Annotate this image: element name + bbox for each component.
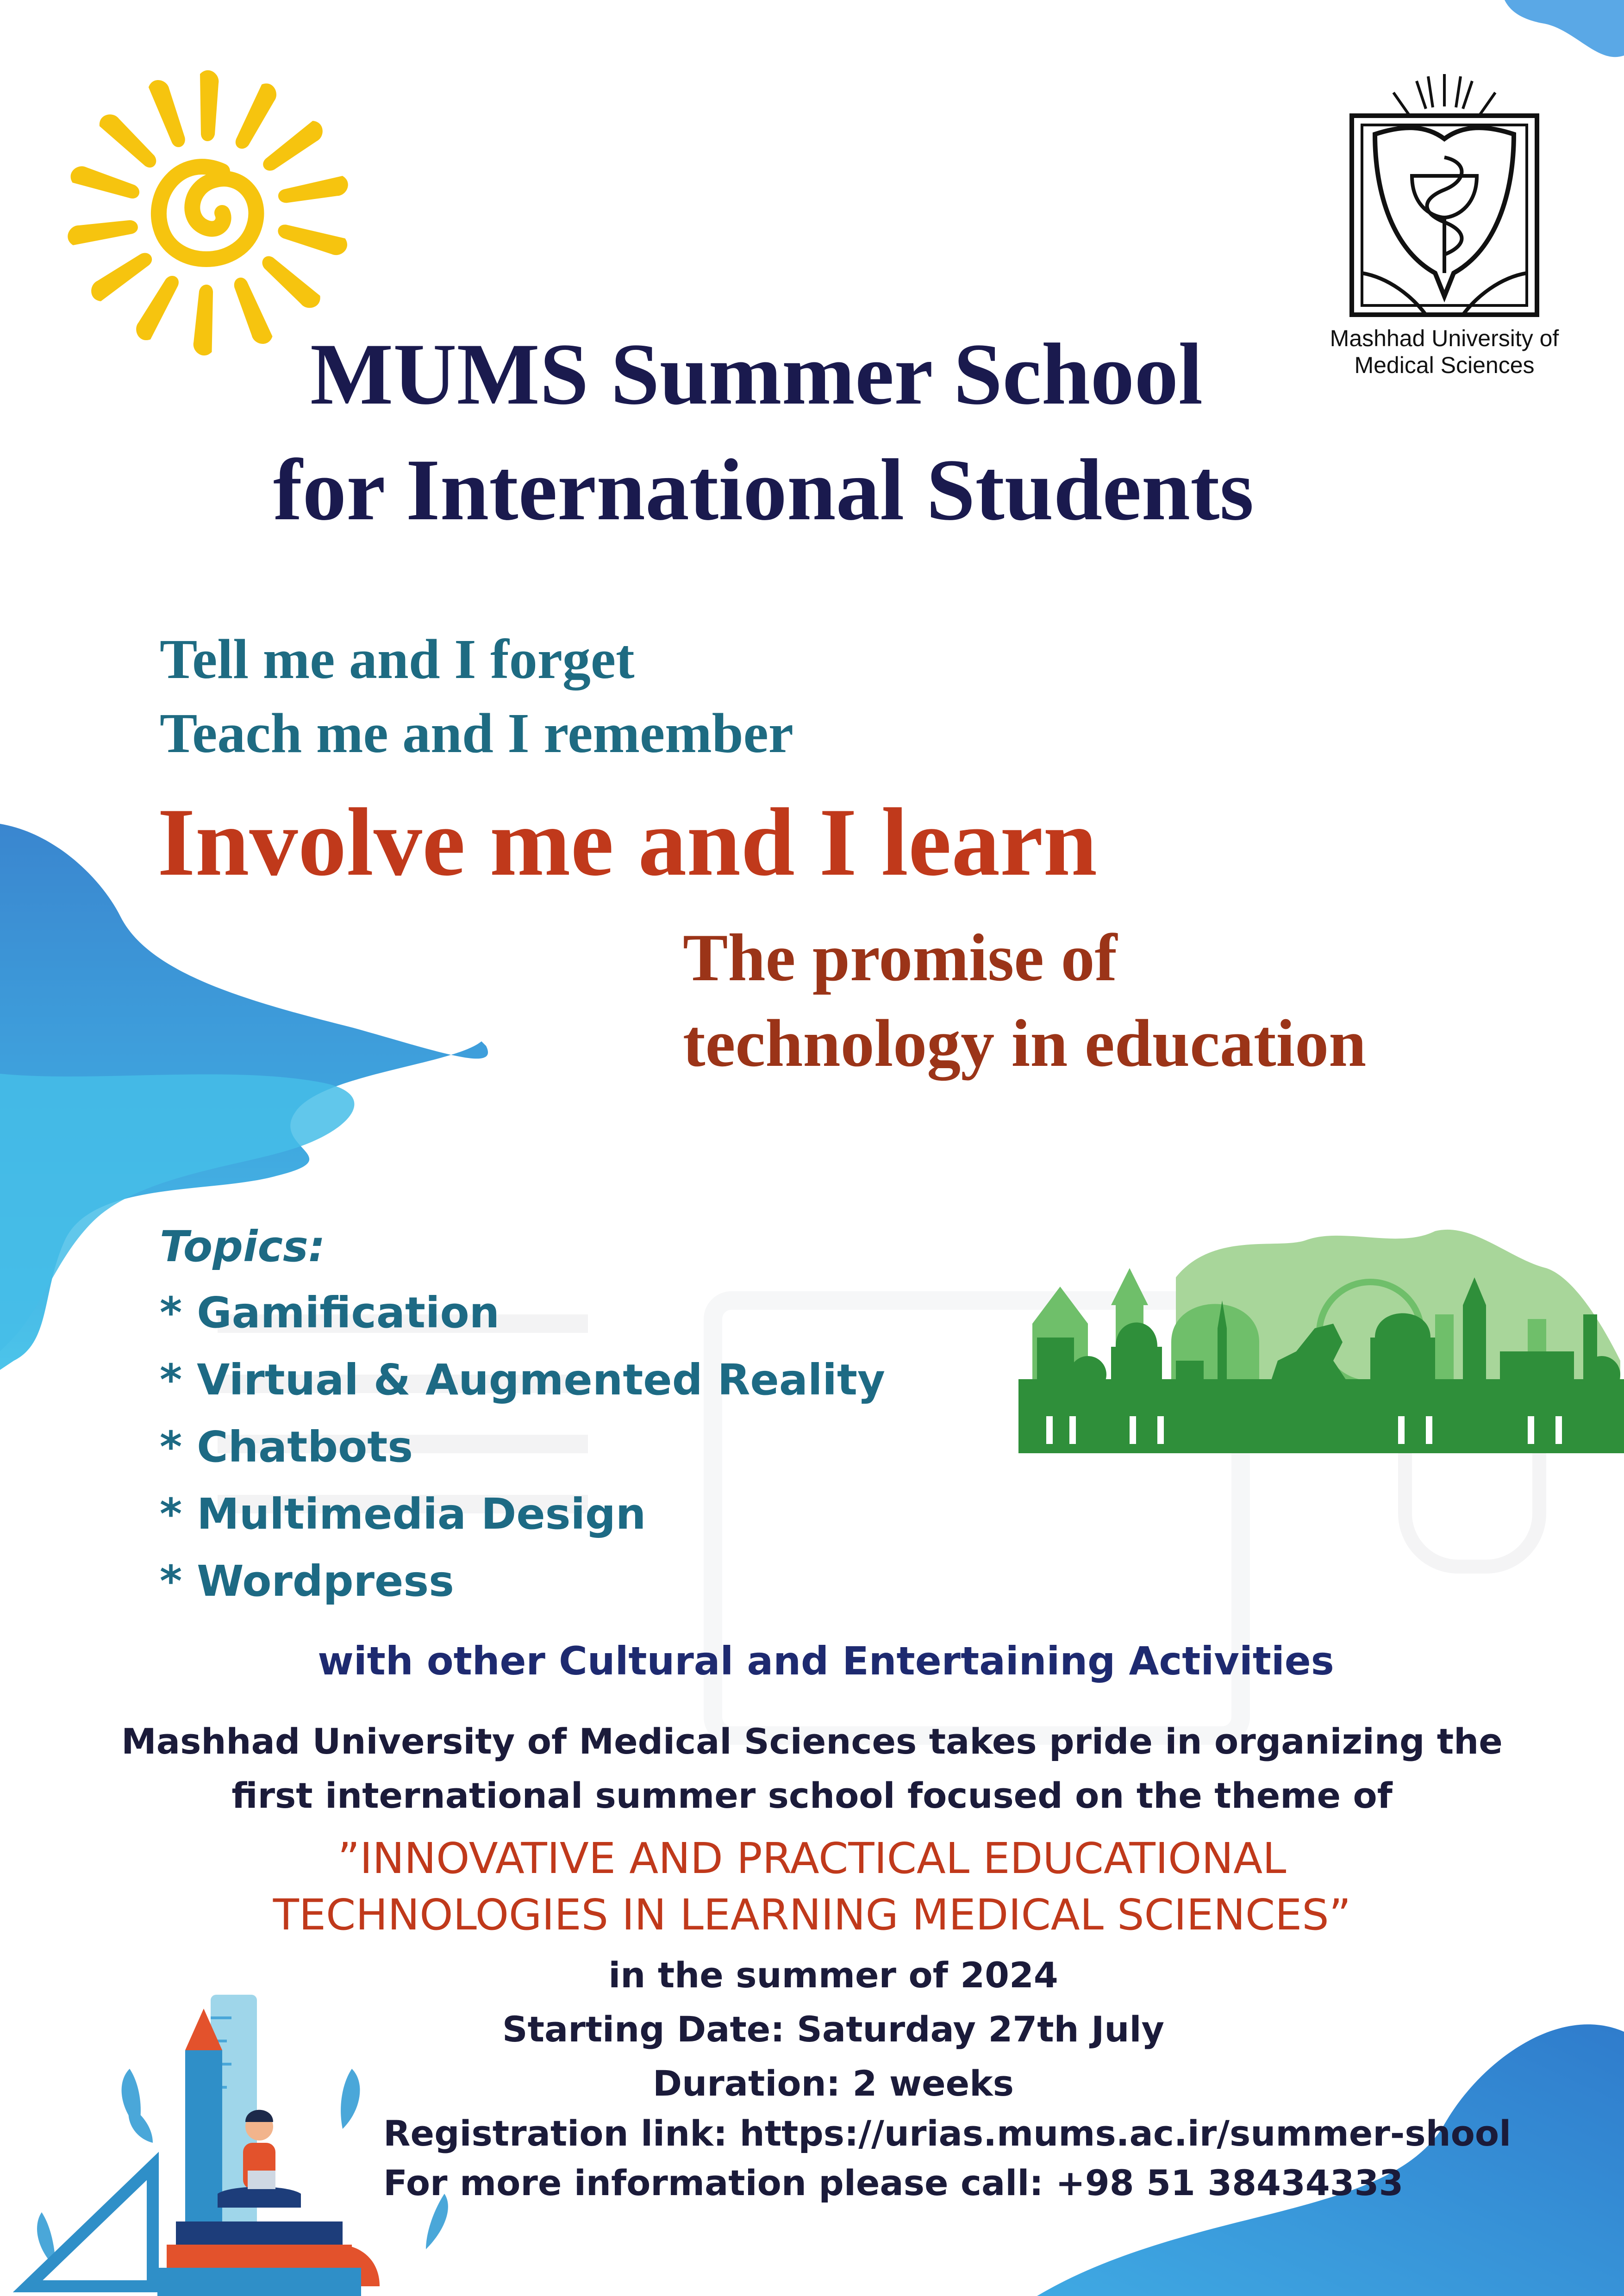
promise-line1: The promise of <box>683 920 1118 995</box>
university-logo <box>1315 56 1574 389</box>
university-name-line2: Medical Sciences <box>1354 352 1535 378</box>
start-date: Starting Date: Saturday 27th July <box>502 2009 1165 2050</box>
student-study-illustration-icon <box>0 1990 491 2296</box>
promise-line2: technology in education <box>683 1006 1367 1081</box>
sun-icon <box>56 65 361 361</box>
topic-item: * Virtual & Augmented Reality <box>160 1355 885 1405</box>
theme-line2: TECHNOLOGIES IN LEARNING MEDICAL SCIENCES” <box>273 1890 1351 1940</box>
description-line1: Mashhad University of Medical Sciences takes pride in organizing the <box>121 1721 1503 1762</box>
theme-line1: ”INNOVATIVE AND PRACTICAL EDUCATIONAL <box>337 1834 1287 1883</box>
quote-line2: Teach me and I remember <box>160 702 793 765</box>
registration-link[interactable]: Registration link: https://urias.mums.ac.ir/summer-shool <box>383 2113 1512 2154</box>
quote-line1: Tell me and I forget <box>160 628 635 691</box>
topic-item: * Chatbots <box>160 1422 413 1472</box>
top-right-blob <box>1505 0 1624 60</box>
university-name-line1: Mashhad University of <box>1330 325 1559 351</box>
topic-item: * Gamification <box>160 1288 500 1338</box>
page-title-line2: for International Students <box>273 442 1254 539</box>
activities-line: with other Cultural and Entertaining Activities <box>318 1638 1334 1684</box>
topic-item: * Wordpress <box>160 1556 454 1606</box>
description-line2: first international summer school focused on the theme of <box>231 1775 1393 1816</box>
topic-item: * Multimedia Design <box>160 1489 646 1539</box>
contact-phone: For more information please call: +98 51 38434333 <box>383 2162 1404 2203</box>
university-logo-icon <box>1333 56 1555 324</box>
city-skyline-icon <box>1018 1222 1624 1481</box>
duration: Duration: 2 weeks <box>653 2063 1014 2104</box>
page-title-line1: MUMS Summer School <box>310 326 1203 423</box>
topics-heading: Topics: <box>160 1222 325 1271</box>
quote-line3: Involve me and I learn <box>157 789 1098 896</box>
season-line: in the summer of 2024 <box>608 1954 1058 1996</box>
